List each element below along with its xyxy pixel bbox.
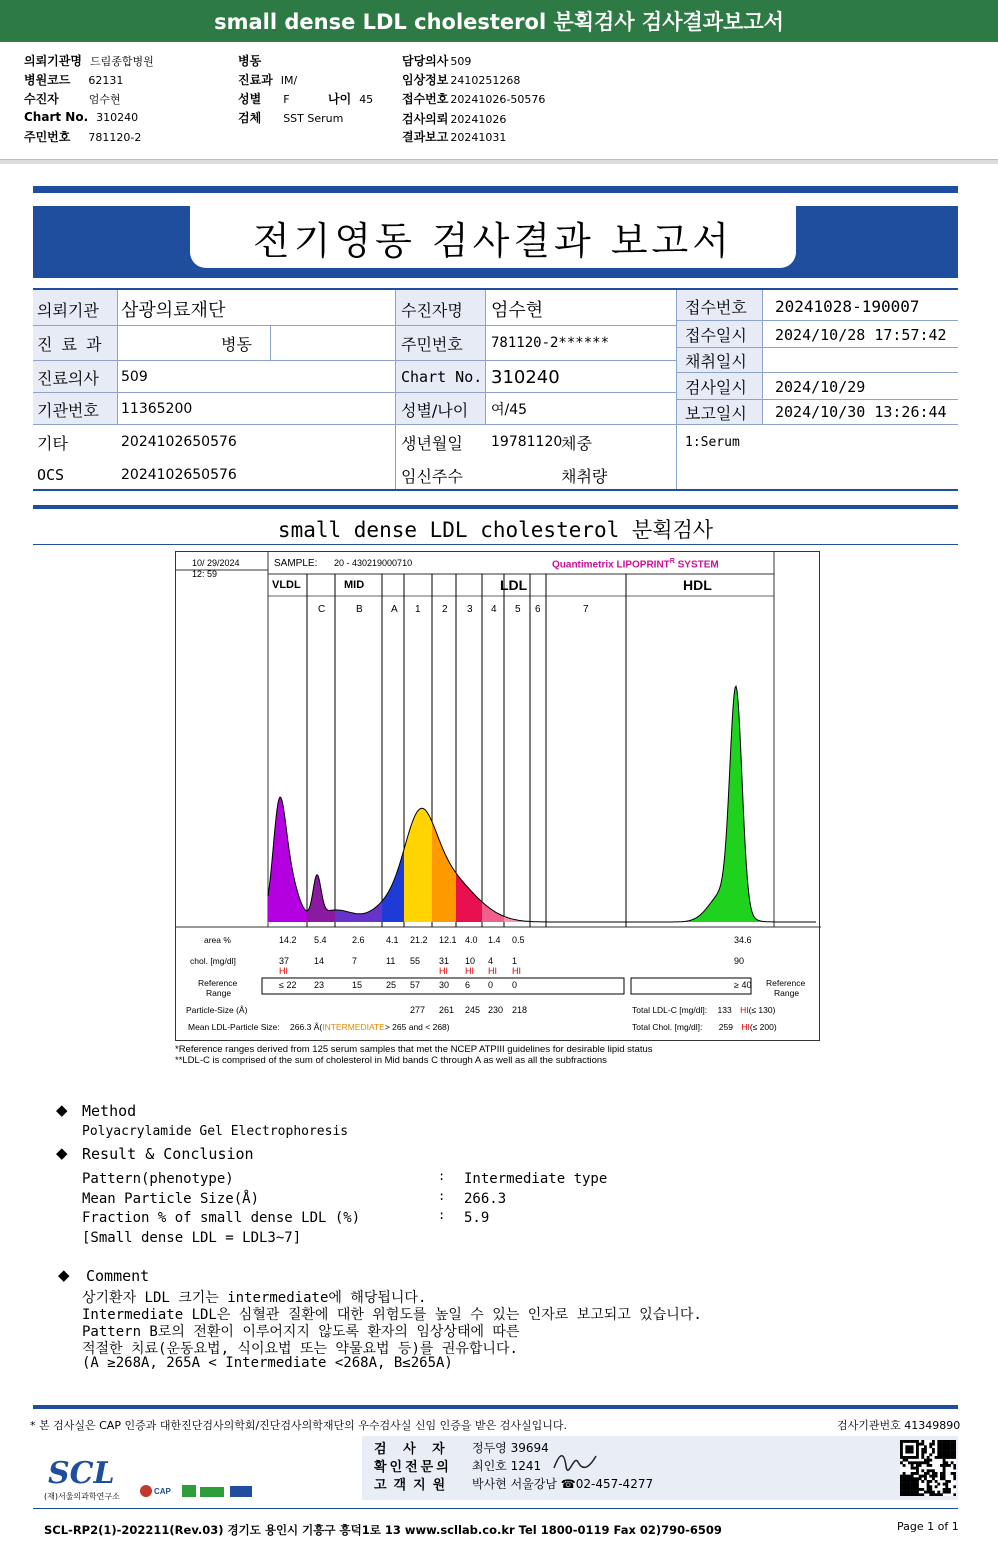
sig-value-support: 박사현 서울강남 ☎02-457-4277 bbox=[472, 1477, 654, 1491]
value-dept: 병동 bbox=[221, 334, 252, 354]
mean-value: 266.3 bbox=[290, 1022, 312, 1032]
label-ocs: OCS bbox=[37, 466, 65, 484]
section-rule-top bbox=[33, 505, 958, 509]
lipoprint-chart bbox=[175, 551, 820, 1041]
reference-value: 57 bbox=[410, 980, 421, 990]
top-banner: small dense LDL cholesterol 분획검사 검사결과보고서 bbox=[0, 0, 998, 42]
svg-text:CAP: CAP bbox=[154, 1487, 171, 1496]
total-ldl-row bbox=[632, 1005, 775, 1015]
area-value: 14.2 bbox=[279, 935, 297, 945]
info-request bbox=[402, 110, 506, 127]
value-accession: 20241028-190007 bbox=[775, 296, 920, 316]
group-ldl: LDL bbox=[500, 577, 528, 593]
comment-line: Pattern B로의 전환이 이루어지지 않도록 환자의 임상상태에 따른 bbox=[82, 1324, 520, 1340]
value-institution-no: 11365200 bbox=[121, 401, 193, 417]
patient-info-table bbox=[33, 290, 958, 490]
bullet-icon: ◆ bbox=[56, 1101, 68, 1119]
chol-value: 11 bbox=[386, 956, 396, 966]
label: 임상정보 bbox=[402, 73, 449, 87]
scl-logo-sub: (재)서울의과학연구소 bbox=[44, 1492, 120, 1501]
total-chol-row bbox=[632, 1022, 777, 1032]
comment-line: 상기환자 LDL 크기는 intermediate에 해당됩니다. bbox=[82, 1290, 427, 1306]
footer-address: SCL-RP2(1)-202211(Rev.03) 경기도 용인시 기흥구 흥덕1로 13 www.scllab.co.kr Tel 1800-0119 Fax 02)790-6509 bbox=[44, 1523, 722, 1537]
fill-ldl2 bbox=[432, 822, 456, 922]
total-chol-label: Total Chol. [mg/dl]: bbox=[632, 1022, 703, 1032]
value: SST Serum bbox=[283, 112, 344, 125]
chol-value: 14 bbox=[314, 956, 325, 966]
chol-value: 10 bbox=[465, 956, 476, 966]
mean-range: > 265 and < 268) bbox=[384, 1022, 450, 1032]
value: 62131 bbox=[88, 74, 124, 87]
value: IM/ bbox=[280, 74, 298, 87]
chart-note-2: **LDL-C is comprised of the sum of cholesterol in Mid bands C through A as well as all the subfractions bbox=[175, 1055, 607, 1066]
info-clinical bbox=[402, 71, 520, 88]
info-report bbox=[402, 128, 506, 145]
label: 검사의뢰 bbox=[402, 112, 449, 126]
sig-value-confirm: 최인호 1241 bbox=[472, 1459, 542, 1473]
area-value: 4.0 bbox=[465, 935, 478, 945]
reference-value: ≥ 40 bbox=[734, 980, 752, 990]
hi-flag: HI bbox=[279, 966, 288, 976]
lab-number: 검사기관번호 41349890 bbox=[837, 1419, 961, 1432]
total-chol-value: 259 bbox=[718, 1022, 733, 1032]
label: 검체 bbox=[238, 111, 262, 125]
reference-value: 30 bbox=[439, 980, 450, 990]
value-received-at: 2024/10/28 17:57:42 bbox=[775, 325, 947, 344]
mean-unit: Å bbox=[313, 1022, 320, 1032]
fill-ldl1 bbox=[404, 808, 432, 922]
reference-value: 0 bbox=[488, 980, 494, 990]
chol-value: 37 bbox=[279, 956, 290, 966]
label: 병동 bbox=[238, 54, 262, 68]
brand-tail: SYSTEM bbox=[677, 559, 719, 571]
label-requester: 의뢰기관 bbox=[37, 300, 99, 320]
fill-mid-c bbox=[307, 875, 335, 922]
label: 병원코드 bbox=[24, 73, 71, 87]
info-chart-no bbox=[24, 110, 138, 124]
value-resident-no: 781120-2****** bbox=[491, 335, 610, 351]
ref-label-right-2: Range bbox=[774, 988, 800, 998]
reference-value: 15 bbox=[352, 980, 363, 990]
particle-size-value: 261 bbox=[439, 1005, 455, 1015]
result-key-size: Mean Particle Size(Å) bbox=[82, 1191, 260, 1207]
value: 20241031 bbox=[450, 131, 507, 144]
area-value: 5.4 bbox=[314, 935, 327, 945]
band-label-a: A bbox=[391, 604, 398, 615]
chol-value: 4 bbox=[488, 956, 494, 966]
chart-time: 12: 59 bbox=[192, 569, 218, 579]
ref-label-1: Reference bbox=[198, 978, 238, 988]
label-reported-at: 보고일시 bbox=[685, 403, 747, 423]
result-note: [Small dense LDL = LDL3~7] bbox=[82, 1230, 302, 1246]
sig-key-tester: 검 사 자 bbox=[374, 1442, 451, 1457]
value-sex-age: 여/45 bbox=[491, 402, 528, 418]
info-specimen bbox=[238, 109, 343, 126]
value: 20241026-50576 bbox=[450, 93, 546, 106]
info-patient bbox=[24, 90, 121, 107]
reference-value: 25 bbox=[386, 980, 397, 990]
fill-mid-b bbox=[335, 901, 382, 922]
mean-size-row bbox=[188, 1022, 450, 1032]
hi-flag: HI bbox=[488, 966, 497, 976]
value-etc: 2024102650576 bbox=[121, 434, 237, 450]
chol-value: 1 bbox=[512, 956, 518, 966]
reference-value: 6 bbox=[465, 980, 471, 990]
label: 나이 bbox=[328, 92, 352, 106]
result-sep: : bbox=[438, 1169, 446, 1183]
group-vldl: VLDL bbox=[272, 579, 301, 591]
top-info-panel bbox=[0, 42, 998, 160]
sig-value-tester: 정두영 39694 bbox=[472, 1441, 549, 1455]
result-sep: : bbox=[438, 1189, 446, 1203]
result-sep: : bbox=[438, 1208, 446, 1222]
chart-date: 10/ 29/2024 bbox=[192, 558, 240, 568]
band-label-c: C bbox=[318, 604, 326, 615]
info-sex bbox=[238, 90, 290, 107]
info-dept bbox=[238, 71, 297, 88]
label: 결과보고 bbox=[402, 130, 449, 144]
result-key-pattern: Pattern(phenotype) bbox=[82, 1171, 234, 1187]
label: 성별 bbox=[238, 92, 262, 106]
area-value: 21.2 bbox=[410, 935, 428, 945]
area-value: 2.6 bbox=[352, 935, 365, 945]
particle-size-value: 277 bbox=[410, 1005, 426, 1015]
qr-code-icon bbox=[900, 1440, 956, 1496]
reference-value: ≤ 22 bbox=[279, 980, 297, 990]
label-accession: 접수번호 bbox=[685, 297, 747, 317]
label: Chart No. bbox=[24, 110, 89, 124]
label-dept: 진 료 과 bbox=[37, 334, 104, 354]
result-value-pattern: Intermediate type bbox=[464, 1171, 608, 1187]
section-rule-bottom bbox=[33, 544, 958, 545]
sample-label: SAMPLE: bbox=[274, 558, 318, 569]
label-patient-name: 수진자명 bbox=[401, 300, 463, 320]
method-text: Polyacrylamide Gel Electrophoresis bbox=[82, 1124, 349, 1139]
value: 2410251268 bbox=[450, 74, 521, 87]
certification-text: * 본 검사실은 CAP 인증과 대한진단검사의학회/진단검사의학재단의 우수검사실 신임 인증을 받은 검사실입니다. bbox=[30, 1419, 568, 1432]
certification-logos bbox=[138, 1482, 256, 1500]
footer-bottom-rule bbox=[33, 1508, 958, 1509]
value-specimen: 1:Serum bbox=[685, 434, 740, 450]
band-label-1: 1 bbox=[415, 604, 421, 615]
value: 엄수현 bbox=[88, 93, 121, 106]
value: 드림종합병원 bbox=[89, 55, 154, 68]
bullet-icon: ◆ bbox=[56, 1144, 68, 1162]
area-value: 4.1 bbox=[386, 935, 399, 945]
row-area-label: area % bbox=[204, 935, 231, 945]
footer-rule bbox=[33, 1405, 958, 1409]
reference-value: 0 bbox=[512, 980, 518, 990]
result-value-size: 266.3 bbox=[464, 1191, 507, 1207]
value: 45 bbox=[359, 93, 374, 106]
particle-size-value: 245 bbox=[465, 1005, 481, 1015]
fill-hdl bbox=[626, 686, 771, 922]
area-value: 34.6 bbox=[734, 935, 752, 945]
reference-box-hdl bbox=[631, 978, 751, 994]
label-collection-volume: 채취량 bbox=[561, 466, 608, 486]
area-value: 0.5 bbox=[512, 935, 525, 945]
chol-value: 7 bbox=[352, 956, 358, 966]
result-heading: Result & Conclusion bbox=[82, 1145, 254, 1163]
info-age bbox=[328, 90, 373, 107]
band-label-b: B bbox=[356, 604, 363, 615]
group-hdl: HDL bbox=[683, 577, 712, 593]
page-number: Page 1 of 1 bbox=[897, 1520, 959, 1533]
total-ldl-flag: HI bbox=[740, 1005, 749, 1015]
band-label-6: 6 bbox=[535, 604, 541, 615]
band-label-5: 5 bbox=[515, 604, 521, 615]
bullet-icon: ◆ bbox=[58, 1266, 70, 1284]
area-value: 12.1 bbox=[439, 935, 457, 945]
result-key-fraction: Fraction % of small dense LDL (%) bbox=[82, 1210, 361, 1226]
total-ldl-ref: (≤ 130) bbox=[748, 1005, 776, 1015]
scl-logo: SCL bbox=[48, 1456, 115, 1491]
band-label-4: 4 bbox=[491, 604, 497, 615]
particle-size-value: 218 bbox=[512, 1005, 528, 1015]
label: 진료과 bbox=[238, 73, 273, 87]
mean-label: Mean LDL-Particle Size: bbox=[188, 1022, 280, 1032]
label-received-at: 접수일시 bbox=[685, 326, 747, 345]
value-tested-at: 2024/10/29 bbox=[775, 377, 866, 396]
label-tested-at: 검사일시 bbox=[685, 378, 747, 397]
label: 주민번호 bbox=[24, 130, 71, 144]
label-etc: 기타 bbox=[37, 433, 68, 453]
value-birth-date: 19781120 bbox=[491, 434, 563, 450]
mean-paren: ( bbox=[319, 1022, 323, 1032]
sig-key-confirm: 확인전문의 bbox=[374, 1460, 452, 1475]
hi-flag: HI bbox=[439, 966, 448, 976]
total-ldl-value: 133 bbox=[717, 1005, 732, 1015]
label-weight: 체중 bbox=[561, 433, 592, 453]
chol-value: 90 bbox=[734, 956, 745, 966]
label-chart-no: Chart No. bbox=[401, 368, 483, 386]
comment-line: Intermediate LDL은 심혈관 질환에 대한 위험도를 높일 수 있는 인자로 보고되고 있습니다. bbox=[82, 1307, 702, 1323]
value-physician: 509 bbox=[121, 369, 148, 385]
group-mid: MID bbox=[344, 579, 365, 591]
band-label-3: 3 bbox=[467, 604, 473, 615]
band-label-7: 7 bbox=[583, 604, 589, 615]
value-ocs: 2024102650576 bbox=[121, 467, 237, 483]
label-birth-date: 생년월일 bbox=[401, 433, 463, 453]
report-title: 전기영동 검사결과 보고서 bbox=[190, 206, 796, 268]
reference-value: 23 bbox=[314, 980, 325, 990]
chol-value: 31 bbox=[439, 956, 450, 966]
electrophoresis-plot bbox=[176, 552, 821, 1042]
total-chol-flag: HI bbox=[741, 1022, 750, 1032]
ref-label-right-1: Reference bbox=[766, 978, 806, 988]
header-top-rule bbox=[33, 186, 958, 193]
label-sex-age: 성별/나이 bbox=[401, 400, 469, 420]
section-title: small dense LDL cholesterol 분획검사 bbox=[277, 518, 714, 542]
sig-key-support: 고객지원 bbox=[374, 1478, 453, 1493]
result-value-fraction: 5.9 bbox=[464, 1210, 490, 1226]
comment-heading: Comment bbox=[86, 1267, 150, 1285]
label: 담당의사 bbox=[402, 54, 449, 68]
value-reported-at: 2024/10/30 13:26:44 bbox=[775, 403, 947, 421]
brand bbox=[552, 558, 719, 570]
label-collected-at: 채취일시 bbox=[685, 351, 747, 371]
table-bottom-rule bbox=[33, 489, 958, 491]
info-doctor bbox=[402, 52, 471, 69]
comment-line: 적절한 치료(운동요법, 식이요법 또는 약물요법 등)를 권유합니다. bbox=[82, 1341, 518, 1357]
value-chart-no: 310240 bbox=[491, 366, 560, 388]
comment-line: (A ≥268A, 265A < Intermediate <268A, B≤265A) bbox=[82, 1355, 453, 1371]
signature-image bbox=[550, 1448, 600, 1478]
method-heading: Method bbox=[82, 1102, 137, 1120]
label: 접수번호 bbox=[402, 92, 449, 106]
info-accession bbox=[402, 90, 545, 107]
info-hospital bbox=[24, 52, 154, 69]
mean-interpretation: INTERMEDIATE bbox=[322, 1022, 385, 1032]
value: 509 bbox=[450, 55, 472, 68]
hi-flag: HI bbox=[512, 966, 521, 976]
area-value: 1.4 bbox=[488, 935, 501, 945]
particle-size-value: 230 bbox=[488, 1005, 504, 1015]
value: 781120-2 bbox=[88, 131, 142, 144]
value: 310240 bbox=[96, 111, 139, 124]
info-hospital-code bbox=[24, 71, 123, 88]
label-institution-no: 기관번호 bbox=[37, 400, 99, 420]
value: F bbox=[283, 93, 290, 106]
total-ldl-label: Total LDL-C [mg/dl]: bbox=[632, 1005, 708, 1015]
info-resident-no bbox=[24, 128, 141, 145]
info-ward bbox=[238, 52, 269, 69]
total-chol-ref: (≤ 200) bbox=[749, 1022, 777, 1032]
chart-note-1: *Reference ranges derived from 125 serum samples that met the NCEP ATPIII guidelines for desirable lipid status bbox=[175, 1044, 653, 1055]
brand-mark: R bbox=[669, 558, 675, 565]
value-patient-name: 엄수현 bbox=[491, 300, 544, 321]
particle-size-label: Particle-Size (Å) bbox=[186, 1005, 248, 1015]
row-chol-label: chol. [mg/dl] bbox=[190, 956, 236, 966]
sample-id: 20 - 430219000710 bbox=[334, 558, 413, 568]
label-resident-no: 주민번호 bbox=[401, 334, 463, 354]
band-label-2: 2 bbox=[442, 604, 448, 615]
brand-name: Quantimetrix LIPOPRINT bbox=[552, 559, 670, 571]
label-pregnancy-weeks: 임신주수 bbox=[401, 466, 463, 486]
chol-value: 55 bbox=[410, 956, 421, 966]
hi-flag: HI bbox=[465, 966, 474, 976]
value: 20241026 bbox=[450, 113, 507, 126]
value-requester: 삼광의료재단 bbox=[121, 300, 226, 321]
label-physician: 진료의사 bbox=[37, 368, 99, 388]
label: 수진자 bbox=[24, 92, 59, 106]
ref-label-2: Range bbox=[206, 988, 232, 998]
label: 의뢰기관명 bbox=[24, 54, 82, 68]
